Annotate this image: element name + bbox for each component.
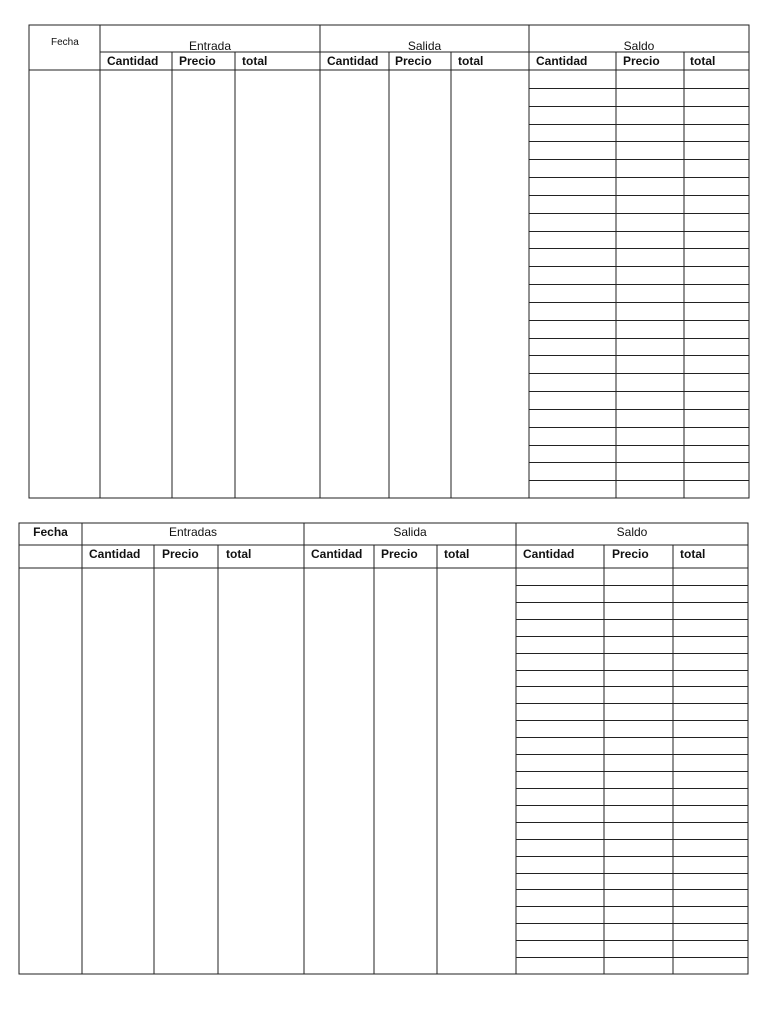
col-total: total — [226, 547, 252, 561]
col-cantidad: Cantidad — [327, 54, 379, 68]
saldo-row-lines — [516, 586, 748, 958]
kardex-table-1 — [29, 25, 749, 498]
salida-group-header: Salida — [407, 39, 442, 53]
col-precio: Precio — [179, 54, 216, 68]
saldo-group-header: Saldo — [623, 39, 655, 53]
entradas-group-header: Entradas — [168, 525, 218, 539]
col-cantidad: Cantidad — [107, 54, 159, 68]
col-precio: Precio — [395, 54, 432, 68]
fecha-header: Fecha — [51, 37, 79, 48]
col-precio: Precio — [162, 547, 199, 561]
salida-group-header: Salida — [393, 525, 427, 539]
entrada-group-header: Entrada — [188, 39, 232, 53]
col-precio: Precio — [612, 547, 649, 561]
col-precio: Precio — [381, 547, 418, 561]
col-total: total — [680, 547, 706, 561]
col-cantidad: Cantidad — [536, 54, 588, 68]
kardex-table-2 — [19, 523, 748, 974]
col-precio: Precio — [623, 54, 660, 68]
col-total: total — [458, 54, 484, 68]
col-cantidad: Cantidad — [523, 547, 575, 561]
col-cantidad: Cantidad — [89, 547, 141, 561]
fecha-header: Fecha — [33, 525, 68, 539]
col-cantidad: Cantidad — [311, 547, 363, 561]
col-total: total — [242, 54, 268, 68]
saldo-group-header: Saldo — [616, 525, 648, 539]
col-total: total — [690, 54, 716, 68]
saldo-row-lines — [529, 89, 749, 481]
col-total: total — [444, 547, 470, 561]
